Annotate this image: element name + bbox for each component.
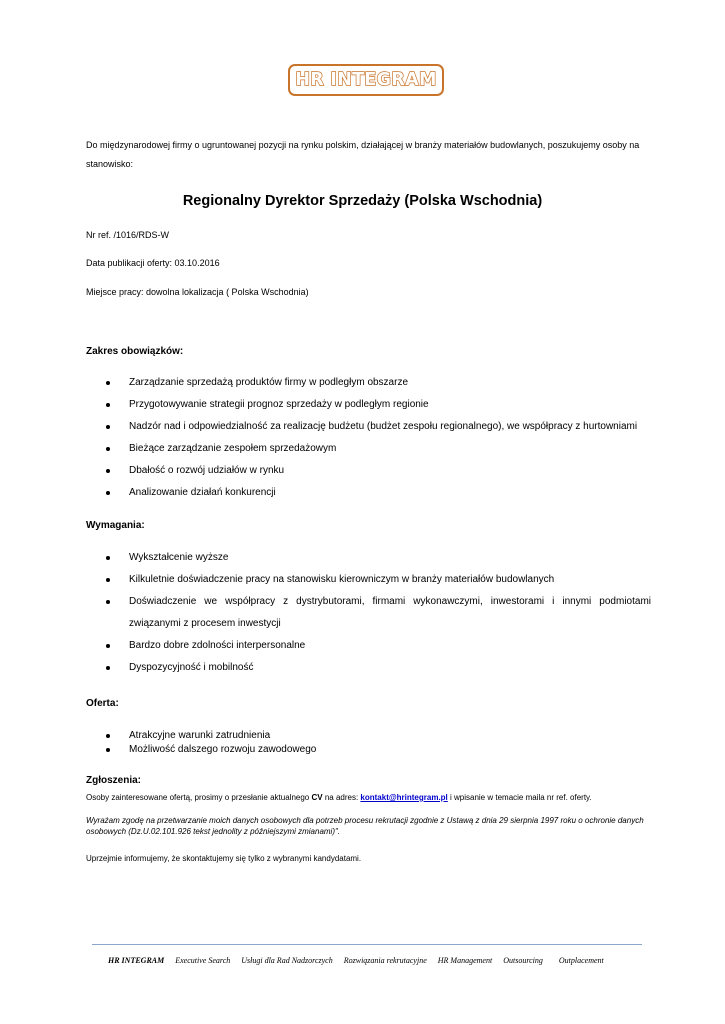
list-item: Dbałość o rozwój udziałów w rynku bbox=[86, 460, 651, 482]
list-item: Kilkuletnie doświadczenie pracy na stanowisku kierowniczym w branży materiałów budowlanych bbox=[86, 569, 651, 591]
work-location: Miejsce pracy: dowolna lokalizacja ( Polska Wschodnia) bbox=[86, 287, 309, 297]
publication-date: Data publikacji oferty: 03.10.2016 bbox=[86, 258, 220, 268]
footer bbox=[108, 956, 604, 965]
offer-heading: Oferta: bbox=[86, 698, 119, 709]
applications-text bbox=[86, 793, 651, 802]
duties-list bbox=[86, 372, 651, 504]
list-item: Bieżące zarządzanie zespołem sprzedażowym bbox=[86, 438, 651, 460]
applications-text-before: Osoby zainteresowane ofertą, prosimy o przesłanie aktualnego bbox=[86, 793, 312, 802]
offer-list bbox=[86, 729, 651, 757]
footer-item: Usługi dla Rad Nadzorczych bbox=[241, 956, 333, 965]
data-consent-clause: Wyrażam zgodę na przetwarzanie moich danych osobowych dla potrzeb procesu rekrutacji zgodnie z Ustawą z dnia 29 sierpnia 1997 roku o ochronie danych osobowych (Dz.U.02.101.926 tekst jednolity z późniejszymi zmianami)". bbox=[86, 816, 644, 836]
list-item: Bardzo dobre zdolności interpersonalne bbox=[86, 635, 651, 657]
job-title: Regionalny Dyrektor Sprzedaży (Polska Wschodnia) bbox=[182, 193, 543, 209]
requirements-heading: Wymagania: bbox=[86, 520, 145, 531]
applications-heading: Zgłoszenia: bbox=[86, 775, 142, 786]
email-link[interactable]: kontakt@hrintegram.pl bbox=[360, 793, 448, 802]
list-item: Zarządzanie sprzedażą produktów firmy w podległym obszarze bbox=[86, 372, 651, 394]
requirements-list bbox=[86, 547, 651, 679]
list-item: Atrakcyjne warunki zatrudnienia bbox=[86, 729, 651, 743]
notice-text: Uprzejmie informujemy, że skontaktujemy się tylko z wybranymi kandydatami. bbox=[86, 854, 362, 863]
footer-item: Executive Search bbox=[175, 956, 231, 965]
list-item: Nadzór nad i odpowiedzialność za realizację budżetu (budżet zespołu regionalnego), we współpracy z hurtowniami bbox=[86, 416, 651, 438]
company-logo bbox=[288, 64, 444, 96]
intro-text: Do międzynarodowej firmy o ugruntowanej pozycji na rynku polskim, działającej w branży materiałów budowlanych, poszukujemy osoby na stanowisko: bbox=[86, 140, 640, 169]
duties-heading: Zakres obowiązków: bbox=[86, 346, 184, 357]
list-item: Dyspozycyjność i mobilność bbox=[86, 657, 651, 679]
list-item: Przygotowywanie strategii prognoz sprzedaży w podległym regionie bbox=[86, 394, 651, 416]
reference-number: Nr ref. /1016/RDS-W bbox=[86, 230, 170, 240]
list-item: Analizowanie działań konkurencji bbox=[86, 482, 651, 504]
footer-brand: HR INTEGRAM bbox=[108, 956, 165, 965]
footer-item: Rozwiązania rekrutacyjne bbox=[343, 956, 427, 965]
footer-item: Outsourcing bbox=[503, 956, 543, 965]
applications-text-after: i wpisanie w temacie maila nr ref. oferty. bbox=[447, 793, 592, 802]
logo-text: HR INTEGRAM bbox=[295, 70, 437, 90]
list-item: Wykształcenie wyższe bbox=[86, 547, 651, 569]
cv-label: CV bbox=[311, 793, 323, 802]
list-item: Doświadczenie we współpracy z dystrybutorami, firmami wykonawczymi, inwestorami i innymi podmiotami związanymi z procesem inwestycji bbox=[86, 591, 651, 635]
footer-divider bbox=[92, 944, 642, 945]
list-item: Możliwość dalszego rozwoju zawodowego bbox=[86, 743, 651, 757]
applications-text-mid: na adres: bbox=[322, 793, 361, 802]
footer-item: Outplacement bbox=[558, 956, 604, 965]
footer-item: HR Management bbox=[437, 956, 493, 965]
